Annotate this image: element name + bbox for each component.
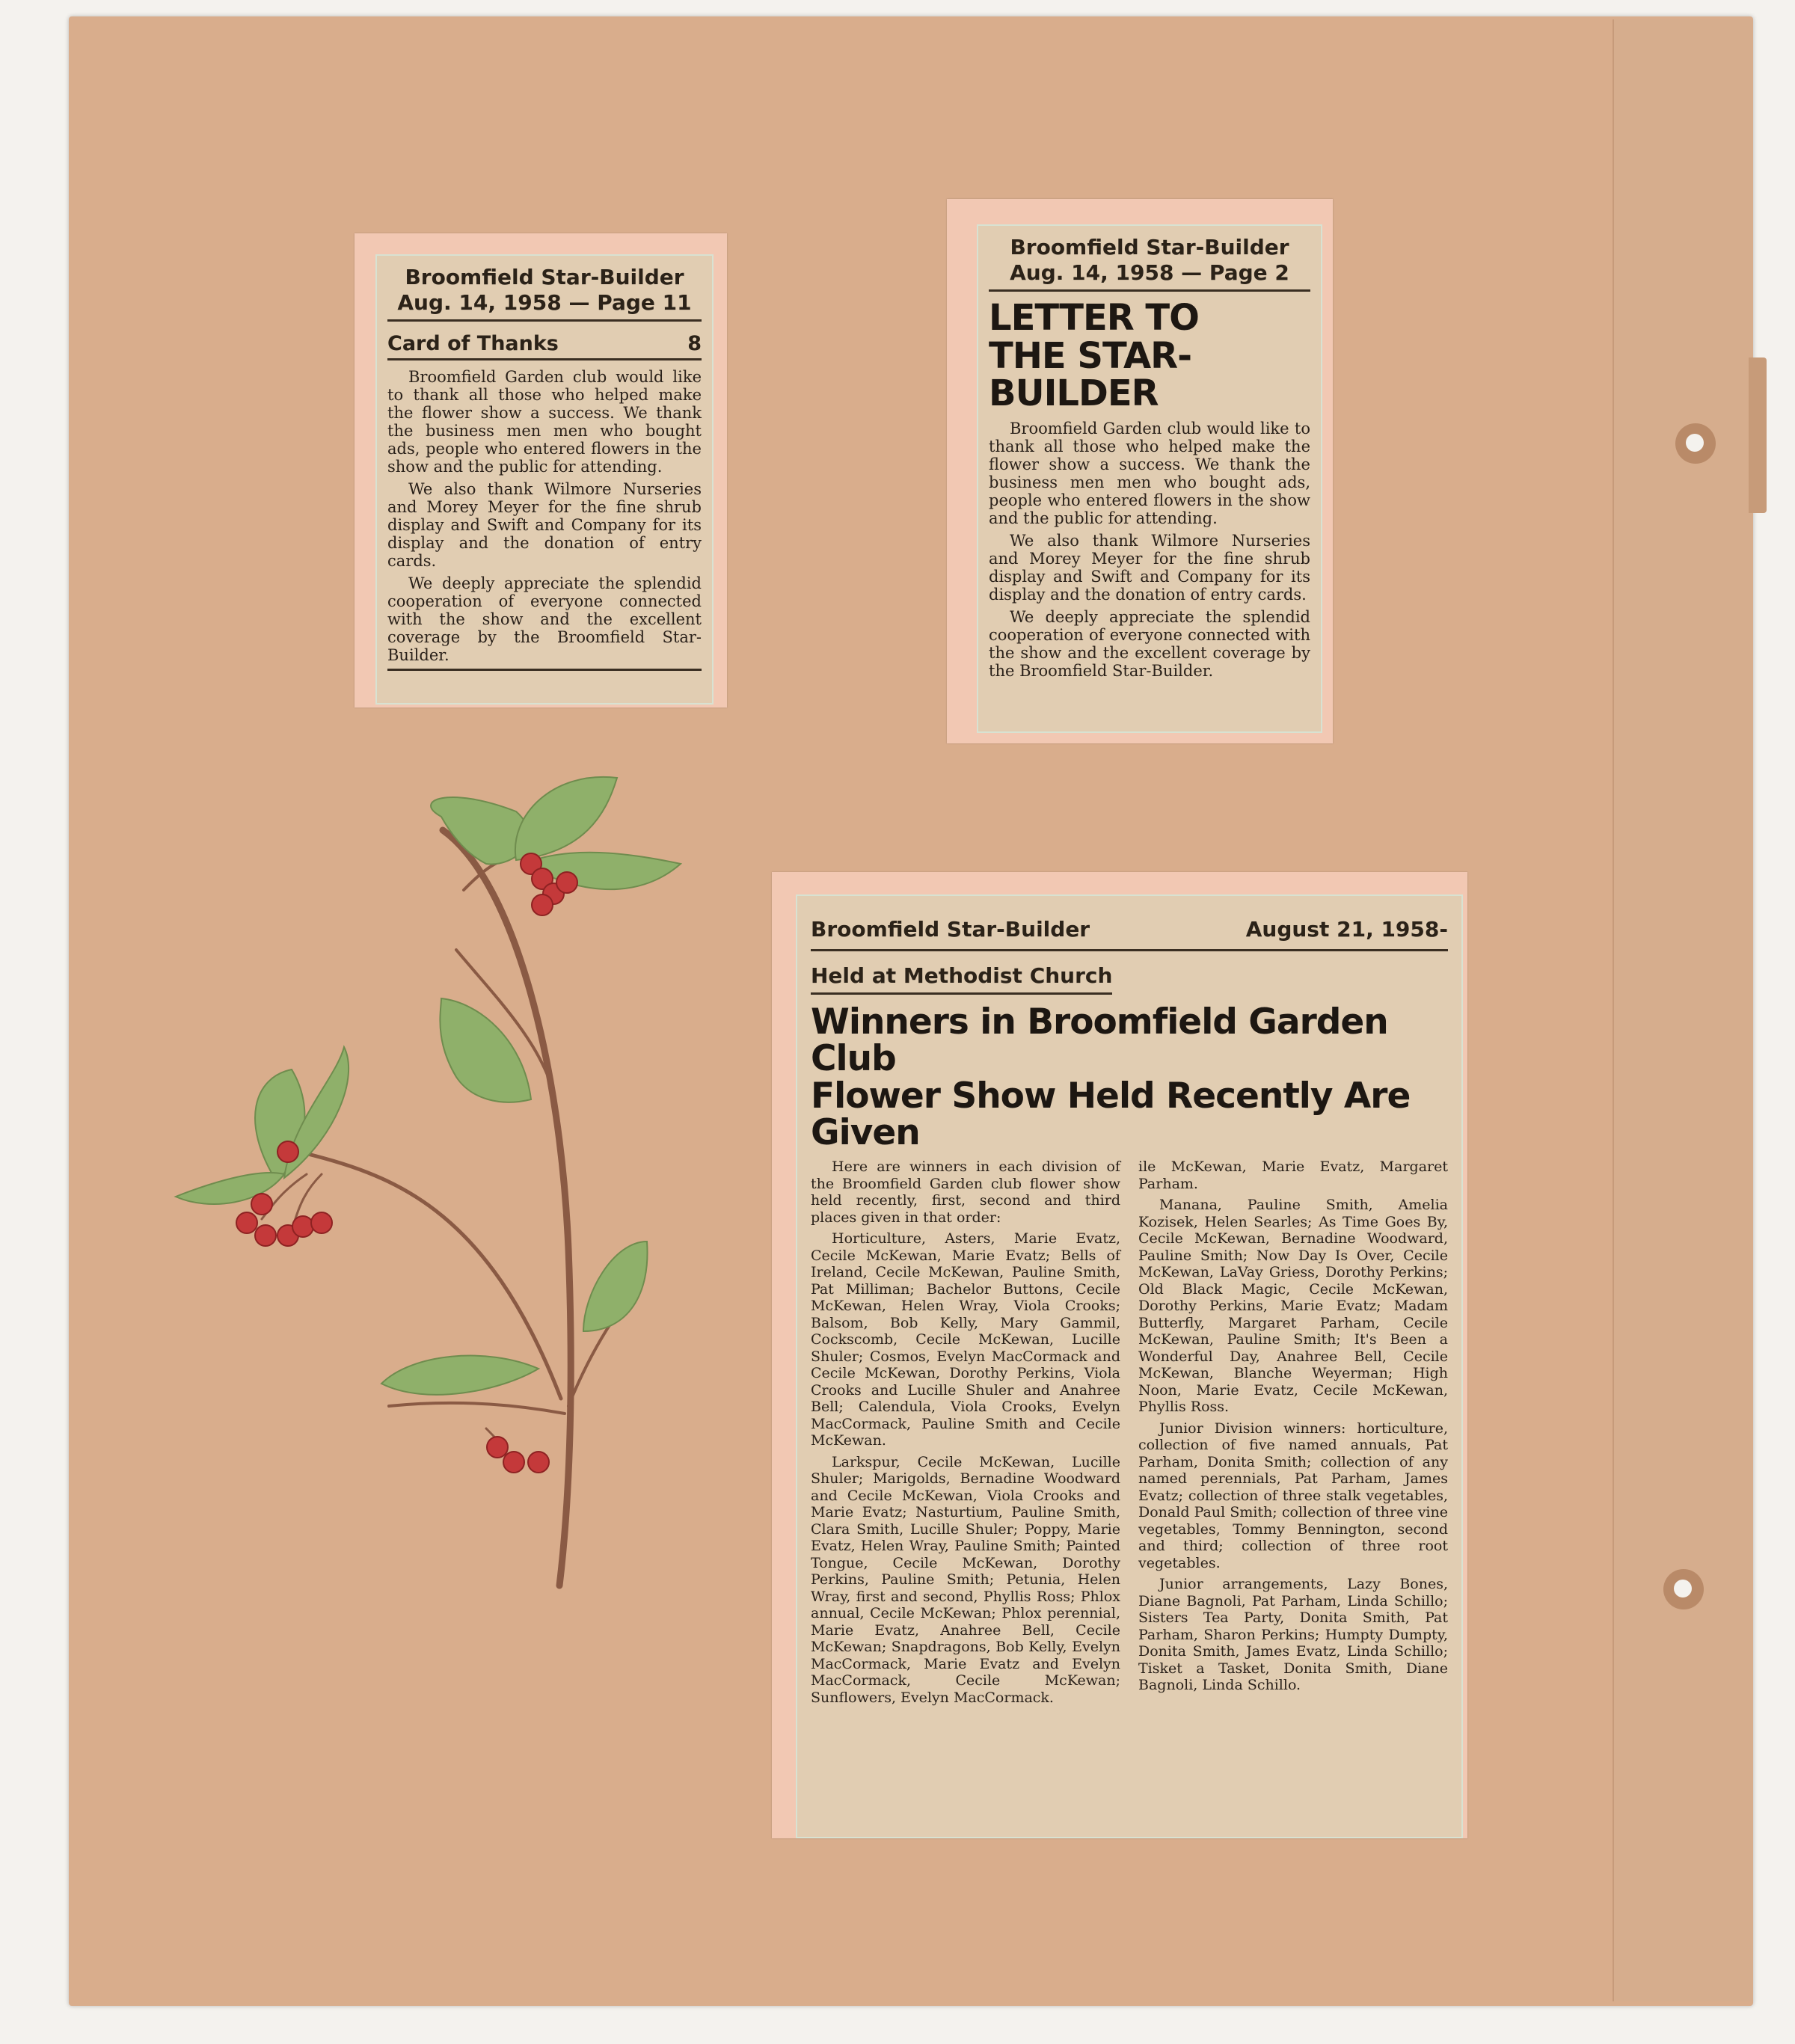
article-body xyxy=(387,368,702,664)
branch-stems xyxy=(262,830,643,1586)
clipping-card-of-thanks xyxy=(375,254,714,705)
column-2 xyxy=(1138,1158,1448,1710)
heading-title: Card of Thanks xyxy=(387,332,559,356)
leaves xyxy=(176,777,681,1395)
headline-line-1: Winners in Broomfield Garden Club xyxy=(811,1001,1388,1080)
paragraph: ile McKewan, Marie Evatz, Margaret Parham. xyxy=(1138,1158,1448,1192)
kicker: Held at Methodist Church xyxy=(811,963,1112,995)
dateline: August 21, 1958- xyxy=(1245,917,1448,942)
binding-tab xyxy=(1749,357,1767,513)
paragraph: We deeply appreciate the splendid cooperation of everyone connected with the show and the excellent coverage by the Broomfield Star-Builder. xyxy=(989,608,1310,681)
binding-hole-top xyxy=(1675,423,1716,464)
paragraph: Junior Division winners: horticulture, collection of five named annuals, Pat Parham, Donita Smith; collection of any named perennials, Pat Parham, James Evatz; collection of three stalk vegetables, Donald Paul Smith; collection of three vine vegetables, Tommy Bennington, second and third; collection of three root vegetables. xyxy=(1138,1420,1448,1571)
binding-strip xyxy=(1613,19,1752,2001)
column-1 xyxy=(811,1158,1120,1710)
section-heading xyxy=(387,332,702,355)
masthead-bar xyxy=(811,917,1448,942)
berry-branch-illustration xyxy=(165,755,703,1600)
paragraph: Broomfield Garden club would like to thank all those who helped make the flower show a success. We thank the business men men who bought ads, people who entered flowers in the show and the public for attending. xyxy=(387,368,702,476)
masthead: Broomfield Star-Builder xyxy=(811,917,1090,942)
paragraph: Manana, Pauline Smith, Amelia Kozisek, Helen Searles; As Time Goes By, Cecile McKewan, Bernadine Woodward, Pauline Smith; Now Day Is Over, Cecile McKewan, LaVay Griess, Dorothy Perkins; Old Black Magic, Cecile McKewan, Dorothy Perkins, Marie Evatz; Madam Butterfly, Margaret Parham, Cecile McKewan, Pauline Smith; It's Been a Wonderful Day, Anahree Bell, Cecile McKewan, Blanche Weyerman; High Noon, Marie Evatz, Cecile McKewan, Phyllis Ross. xyxy=(1138,1197,1448,1416)
clipping-letter xyxy=(977,224,1322,733)
paragraph: Broomfield Garden club would like to thank all those who helped make the flower show a success. We thank the business men men who bought ads, people who entered flowers in the show and the public for attending. xyxy=(989,420,1310,528)
masthead: Broomfield Star-Builder xyxy=(1010,235,1289,260)
paragraph: We also thank Wilmore Nurseries and Morey Meyer for the fine shrub display and Swift and Company for its display and the donation of entry cards. xyxy=(387,480,702,571)
headline-line-2: Flower Show Held Recently Are Given xyxy=(811,1075,1411,1154)
article-body xyxy=(989,420,1310,680)
article-columns xyxy=(811,1158,1448,1710)
paragraph: We also thank Wilmore Nurseries and Morey Meyer for the fine shrub display and Swift and Company for its display and the donation of entry cards. xyxy=(989,532,1310,604)
masthead: Broomfield Star-Builder xyxy=(405,265,684,289)
paragraph: We deeply appreciate the splendid cooperation of everyone connected with the show and the excellent coverage by the Broomfield Star-Builder. xyxy=(387,574,702,665)
heading-number: 8 xyxy=(687,332,702,356)
paragraph: Junior arrangements, Lazy Bones, Diane Bagnoli, Pat Parham, Linda Schillo; Sisters Tea Party, Donita Smith, Pat Parham, Sharon Perkins; Humpty Dumpty, Donita Smith, James Evatz, Linda Schillo; Tisket a Tasket, Donita Smith, Diane Bagnoli, Linda Schillo. xyxy=(1138,1576,1448,1694)
dateline: Aug. 14, 1958 — Page 11 xyxy=(397,289,692,315)
dateline: Aug. 14, 1958 — Page 2 xyxy=(1010,260,1289,285)
headline-line-1: LETTER TO xyxy=(989,297,1199,340)
paragraph: Larkspur, Cecile McKewan, Lucille Shuler; Marigolds, Bernadine Woodward and Cecile McKewan, Viola Crooks and Marie Evatz; Nasturtium, Pauline Smith, Clara Smith, Lucille Shuler; Poppy, Marie Evatz, Helen Wray, Pauline Smith; Painted Tongue, Cecile McKewan, Dorothy Perkins, Pauline Smith; Petunia, Helen Wray, first and second, Phyllis Ross; Phlox annual, Cecile McKewan; Phlox perennial, Marie Evatz, Anahree Bell, Cecile McKewan; Snapdragons, Bob Kelly, Evelyn MacCormack, Marie Evatz and Evelyn MacCormack, Cecile McKewan; Sunflowers, Evelyn MacCormack. xyxy=(811,1453,1120,1706)
binding-hole-bottom xyxy=(1663,1569,1704,1609)
headline-line-2: THE STAR-BUILDER xyxy=(989,334,1192,414)
paragraph: Here are winners in each division of the Broomfield Garden club flower show held recently, first, second and third places given in that order: xyxy=(811,1158,1120,1226)
paragraph: Horticulture, Asters, Marie Evatz, Cecile McKewan, Marie Evatz; Bells of Ireland, Cecile McKewan, Pauline Smith, Pat Milliman; Bachelor Buttons, Cecile McKewan, Helen Wray, Viola Crooks; Balsom, Bob Kelly, Mary Gammil, Cockscomb, Cecile McKewan, Lucille Shuler; Cosmos, Evelyn MacCormack and Cecile McKewan, Dorothy Perkins, Viola Crooks and Lucille Shuler and Anahree Bell; Calendula, Viola Crooks, Evelyn MacCormack, Pauline Smith and Cecile McKewan. xyxy=(811,1230,1120,1449)
clipping-winners xyxy=(796,894,1463,1838)
